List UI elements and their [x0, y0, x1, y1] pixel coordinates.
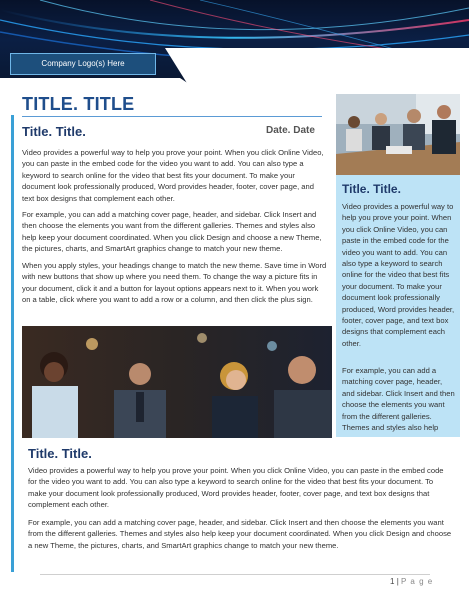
page-title: TITLE. TITLE	[22, 94, 135, 114]
sidebar-paragraph-2: For example, you can add a matching cover page, header, and sidebar. Click Insert and then choose the elements you want from the different galleries. Themes and styles also help	[342, 366, 455, 433]
section1-paragraph-3: When you apply styles, your headings change to match the new theme. Save time in Word with new buttons that show up where you need them. To change the way a picture fits in your document, click it and a button for layout options appears next to it. When you work on a table, click where you want to add a row or a column, and then click the plus sign.	[22, 261, 327, 305]
section2-paragraph-2: For example, you can add a matching cover page, header, and sidebar. Click Insert and then choose the elements you want from the different galleries. Themes and styles also help keep your document coordinated. When you click Design and choose a new Theme, the pictures, charts, and SmartArt graphics change to match your new theme.	[28, 518, 452, 550]
section2-paragraph-1: Video provides a powerful way to help you prove your point. When you click Online Video, you can paste in the embed code for the video you want to add. You can also type a keyword to search online for the video that best fits your document. To make your document look professionally produced, Word provides header, footer, cover page, and text box designs that complement each other.	[28, 466, 444, 510]
page-number-separator: |	[396, 577, 399, 586]
meeting-photo-large	[22, 326, 332, 438]
section1-heading: Title. Title.	[22, 124, 86, 139]
company-logo-placeholder[interactable]: Company Logo(s) Here	[10, 53, 156, 75]
page-label: P a g e	[401, 577, 434, 586]
section1-paragraph-1: Video provides a powerful way to help you prove your point. When you click Online Video, you can paste in the embed code for the video you want to add. You can also type a keyword to search online for the video that best fits your document. To make your document look professionally produced, Word provides header, footer, cover page, and text box designs that complement each other.	[22, 148, 324, 203]
section1-paragraph-2: For example, you can add a matching cover page, header, and sidebar. Click Insert and then choose the elements you want from the different galleries. Themes and styles also help keep your document coordinated. When you click Design and choose a new Theme, the pictures, charts, and SmartArt graphics change to match your new theme.	[22, 210, 322, 254]
meeting-photo-small	[336, 94, 460, 175]
sidebar-box	[336, 175, 460, 437]
section2-heading: Title. Title.	[28, 446, 92, 461]
sidebar-heading: Title. Title.	[342, 182, 401, 196]
title-divider	[22, 116, 322, 117]
page-number	[390, 577, 433, 586]
header-banner	[0, 0, 469, 88]
sidebar-paragraph-1: Video provides a powerful way to help you prove your point. When you click Online Video, you can paste in the embed code for the video you want to add. You can also type a keyword to search online for the video that best fits your document. To make your document look professionally produced, Word provides header, footer, cover page, and text box designs that complement each other.	[342, 202, 455, 348]
footer-divider	[40, 574, 430, 575]
page-number-value: 1	[390, 577, 395, 586]
accent-bar	[11, 115, 14, 572]
date-label: Date. Date	[266, 125, 315, 136]
